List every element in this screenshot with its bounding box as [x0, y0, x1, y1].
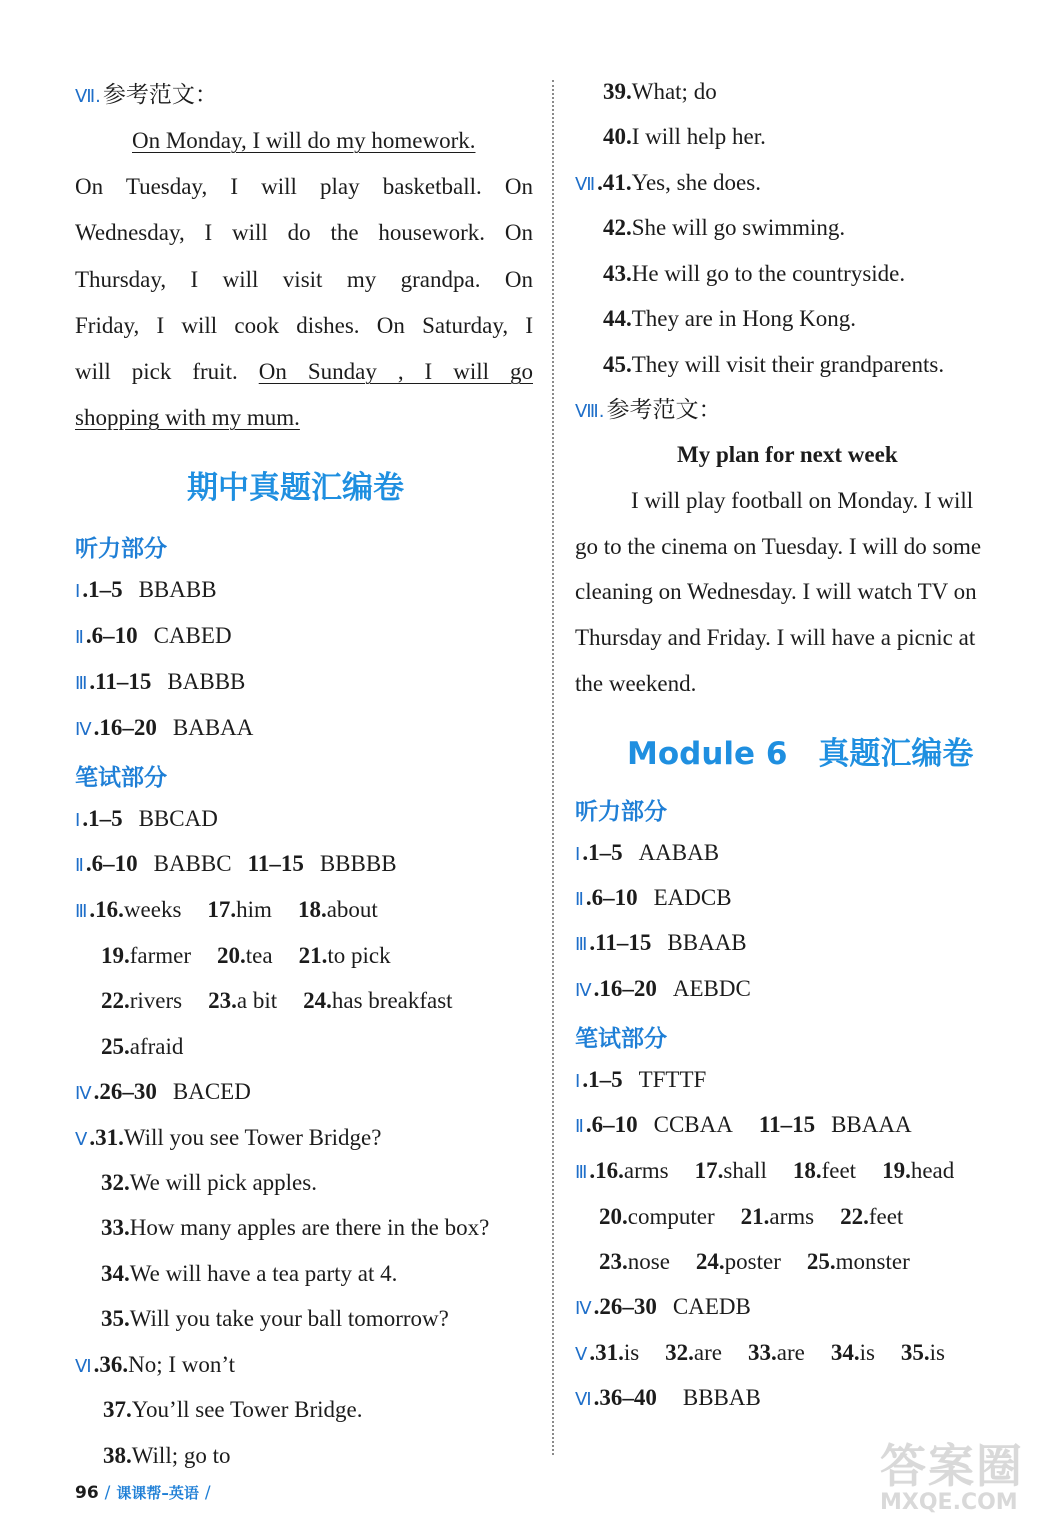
- essay-line: Friday, I will cook dishes. On Saturday, I: [75, 313, 533, 338]
- answer-row: Ⅶ.41.Yes, she does.: [575, 170, 761, 195]
- answer-row: Ⅲ.16.arms 17.shall 18.feet 19.head: [575, 1158, 955, 1183]
- essay-title: My plan for next week: [677, 442, 898, 467]
- answer-row: 37.You’ll see Tower Bridge.: [103, 1397, 363, 1422]
- answer-row: Ⅱ.6–10 CABED: [75, 623, 232, 648]
- book-brand: 课课帮–英语: [116, 1484, 199, 1502]
- answer-row: Ⅰ.1–5 TFTTF: [575, 1067, 707, 1092]
- answer-row: 42.She will go swimming.: [603, 215, 846, 240]
- essay-line-wrap: [75, 172, 533, 202]
- page-number: 96: [75, 1483, 99, 1503]
- answer-row: 25.afraid: [101, 1034, 184, 1059]
- answer-row: 45.They will visit their grandparents.: [603, 352, 945, 377]
- essay-line: Thursday and Friday. I will have a picnic at: [575, 625, 976, 650]
- answer-row: Ⅰ.1–5 BBABB: [75, 577, 217, 602]
- essay-line: go to the cinema on Tuesday. I will do some: [575, 534, 982, 559]
- answer-row: 39.What; do: [603, 79, 717, 104]
- essay-line: On Monday, I will do my homework.: [132, 128, 476, 153]
- section-vii-title: Ⅶ.参考范文：: [75, 82, 218, 107]
- page-footer: 96 / 课课帮–英语 /: [75, 1483, 211, 1503]
- answer-row: Ⅲ.11–15 BBAAB: [575, 930, 747, 955]
- answer-row: Ⅳ.16–20 AEBDC: [575, 976, 751, 1001]
- answer-row: Ⅳ.26–30 BACED: [75, 1079, 251, 1104]
- listening-label: 听力部分: [575, 799, 667, 825]
- answer-row: Ⅵ.36.No; I won’t: [75, 1352, 236, 1377]
- essay-line: the weekend.: [575, 671, 697, 696]
- answer-row: Ⅳ.26–30 CAEDB: [575, 1294, 751, 1319]
- answer-row: 33.How many apples are there in the box?: [101, 1215, 490, 1240]
- essay-line: Wednesday, I will do the housework. On: [75, 220, 533, 245]
- essay-line: Thursday, I will visit my grandpa. On: [75, 267, 533, 292]
- answer-row: Ⅵ.36–40 BBBAB: [575, 1385, 761, 1410]
- column-divider: [552, 80, 554, 1455]
- answer-row: Ⅴ.31.Will you see Tower Bridge?: [75, 1125, 382, 1150]
- answer-row: 38.Will; go to: [103, 1443, 231, 1468]
- answer-row: 34.We will have a tea party at 4.: [101, 1261, 398, 1286]
- answer-row: 43.He will go to the countryside.: [603, 261, 906, 286]
- answer-row: 32.We will pick apples.: [101, 1170, 317, 1195]
- answer-row: 19.farmer 20.tea 21.to pick: [101, 943, 391, 968]
- listening-label: 听力部分: [75, 536, 167, 562]
- essay-line-wrap: [75, 357, 533, 387]
- answer-row: Ⅴ.31.is 32.are 33.are 34.is 35.is: [575, 1340, 946, 1365]
- writing-label: 笔试部分: [575, 1026, 667, 1052]
- watermark-logo: 答案圈 MXQE.COM: [880, 1439, 1024, 1515]
- essay-line: cleaning on Wednesday. I will watch TV on: [575, 579, 977, 604]
- answer-row: Ⅰ.1–5 BBCAD: [75, 806, 218, 831]
- answer-row: Ⅳ.16–20 BABAA: [75, 715, 254, 740]
- essay-line: shopping with my mum.: [75, 405, 300, 430]
- essay-line: I will play football on Monday. I will: [631, 488, 974, 513]
- section-viii-title: Ⅷ.参考范文：: [575, 397, 722, 422]
- writing-label: 笔试部分: [75, 765, 167, 791]
- section-heading: Module 6 真题汇编卷: [627, 736, 974, 772]
- answer-row: Ⅲ.16.weeks 17.him 18.about: [75, 897, 378, 922]
- answer-row: Ⅱ.6–10 BABBC 11–15 BBBBB: [75, 851, 397, 876]
- answer-row: 35.Will you take your ball tomorrow?: [101, 1306, 449, 1331]
- answer-row: Ⅱ.6–10 EADCB: [575, 885, 732, 910]
- answer-row: 23.nose 24.poster 25.monster: [599, 1249, 910, 1274]
- essay-line: On Tuesday, I will play basketball. On: [75, 174, 533, 199]
- answer-row: 40.I will help her.: [603, 124, 766, 149]
- answer-row: Ⅰ.1–5 AABAB: [575, 840, 720, 865]
- essay-line: will pick fruit. On Sunday , I will go: [75, 359, 533, 384]
- essay-line-wrap: [75, 311, 533, 341]
- section-heading: 期中真题汇编卷: [187, 470, 404, 506]
- answer-row: Ⅲ.11–15 BABBB: [75, 669, 246, 694]
- answer-row: Ⅱ.6–10 CCBAA 11–15 BBAAA: [575, 1112, 912, 1137]
- answer-row: 44.They are in Hong Kong.: [603, 306, 856, 331]
- essay-line-wrap: [75, 265, 533, 295]
- answer-row: 22.rivers 23.a bit 24.has breakfast: [101, 988, 453, 1013]
- essay-line-wrap: [75, 218, 533, 248]
- answer-row: 20.computer 21.arms 22.feet: [599, 1204, 904, 1229]
